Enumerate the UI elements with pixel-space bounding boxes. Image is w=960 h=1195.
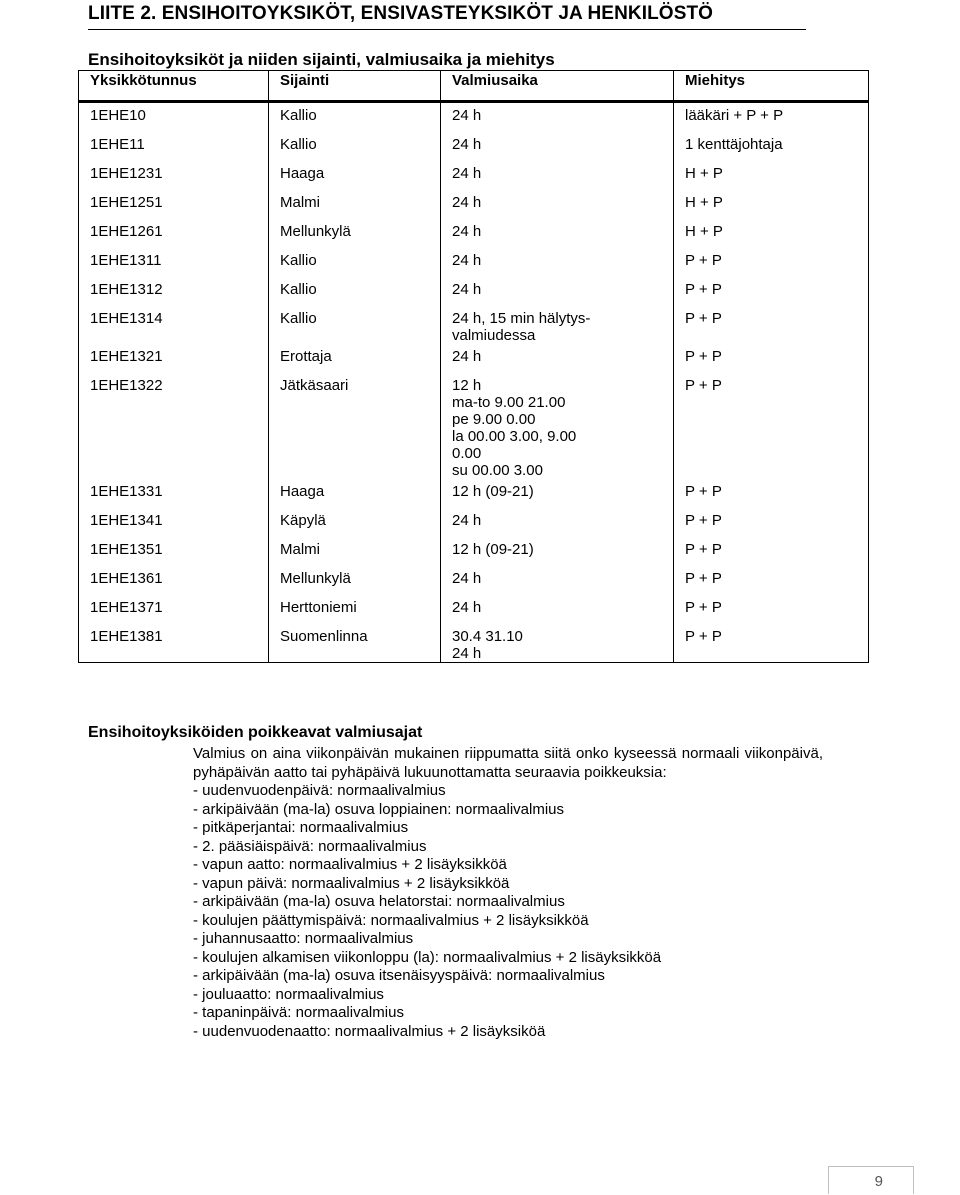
list-item: - 2. pääsiäispäivä: normaalivalmius — [193, 837, 427, 855]
list-item: - vapun päivä: normaalivalmius + 2 lisäyksikköä — [193, 874, 510, 892]
table-row — [79, 624, 869, 663]
readiness-line: 24 h — [452, 194, 482, 211]
readiness-line: 12 h (09-21) — [452, 483, 534, 500]
cell-staffing: P + P — [674, 595, 869, 624]
cell-staffing: H + P — [674, 161, 869, 190]
cell-unit: 1EHE1331 — [79, 479, 269, 508]
readiness-line: la 00.00 3.00, 9.00 — [452, 428, 577, 445]
cell-location: Mellunkylä — [269, 566, 441, 595]
readiness-line: 0.00 — [452, 445, 482, 462]
cell-readiness — [441, 537, 674, 566]
readiness-line: 24 h — [452, 107, 482, 124]
cell-location: Mellunkylä — [269, 219, 441, 248]
list-item: - koulujen alkamisen viikonloppu (la): normaalivalmius + 2 lisäyksikköä — [193, 948, 662, 966]
table-row — [79, 344, 869, 373]
list-item: - jouluaatto: normaalivalmius — [193, 985, 384, 1003]
cell-readiness — [441, 344, 674, 373]
column-header-unit: Yksikkötunnus — [79, 71, 269, 102]
table-row — [79, 306, 869, 344]
cell-location: Kallio — [269, 132, 441, 161]
cell-staffing: P + P — [674, 248, 869, 277]
cell-unit: 1EHE1312 — [79, 277, 269, 306]
cell-readiness — [441, 595, 674, 624]
table-row — [79, 277, 869, 306]
cell-location: Haaga — [269, 161, 441, 190]
cell-unit: 1EHE11 — [79, 132, 269, 161]
exceptions-title: Ensihoitoyksiköiden poikkeavat valmiusajat — [88, 724, 423, 741]
table-row — [79, 132, 869, 161]
column-header-readiness: Valmiusaika — [441, 71, 674, 102]
cell-unit: 1EHE1311 — [79, 248, 269, 277]
cell-readiness — [441, 102, 674, 133]
cell-readiness — [441, 508, 674, 537]
readiness-line: 24 h — [452, 281, 482, 298]
cell-unit: 1EHE1251 — [79, 190, 269, 219]
readiness-line: 24 h — [452, 348, 482, 365]
cell-location: Kallio — [269, 248, 441, 277]
cell-staffing: P + P — [674, 306, 869, 344]
table-row — [79, 595, 869, 624]
readiness-line: 30.4 31.10 — [452, 628, 523, 645]
list-item: - koulujen päättymispäivä: normaalivalmius + 2 lisäyksikköä — [193, 911, 589, 929]
cell-staffing: P + P — [674, 537, 869, 566]
list-item: - tapaninpäivä: normaalivalmius — [193, 1004, 404, 1021]
cell-staffing: H + P — [674, 190, 869, 219]
table-row — [79, 566, 869, 595]
readiness-line: 24 h — [452, 599, 482, 616]
cell-unit: 1EHE1314 — [79, 306, 269, 344]
list-item: - arkipäivään (ma-la) osuva helatorstai: normaalivalmius — [193, 893, 565, 910]
cell-readiness — [441, 190, 674, 219]
list-item: - arkipäivään (ma-la) osuva loppiainen: normaalivalmius — [193, 800, 565, 818]
cell-readiness — [441, 161, 674, 190]
readiness-line: ma-to 9.00 21.00 — [452, 394, 566, 411]
cell-staffing: P + P — [674, 566, 869, 595]
cell-readiness — [441, 566, 674, 595]
readiness-line: 24 h — [452, 252, 482, 269]
exceptions-list — [193, 782, 823, 1041]
cell-readiness — [441, 132, 674, 161]
cell-location: Jätkäsaari — [269, 373, 441, 479]
cell-readiness — [441, 248, 674, 277]
list-item: - uudenvuodenaatto: normaalivalmius + 2 lisäyksiköä — [193, 1022, 546, 1040]
table-row — [79, 537, 869, 566]
cell-readiness — [441, 624, 674, 663]
page-number: 9 — [874, 1173, 883, 1190]
units-table — [78, 70, 869, 663]
readiness-line: valmiudessa — [452, 327, 536, 344]
page-number-box — [828, 1166, 914, 1194]
table-row — [79, 161, 869, 190]
cell-unit: 1EHE1231 — [79, 161, 269, 190]
exceptions-block — [193, 745, 823, 1041]
table-row — [79, 479, 869, 508]
cell-unit: 1EHE1322 — [79, 373, 269, 479]
list-item: - juhannusaatto: normaalivalmius — [193, 930, 414, 947]
table-row — [79, 102, 869, 133]
cell-location: Malmi — [269, 537, 441, 566]
cell-staffing: lääkäri + P + P — [674, 102, 869, 133]
column-header-staffing: Miehitys — [674, 71, 869, 102]
table-row — [79, 248, 869, 277]
readiness-line: su 00.00 3.00 — [452, 462, 543, 479]
list-item: - pitkäperjantai: normaalivalmius — [193, 819, 409, 836]
cell-location: Haaga — [269, 479, 441, 508]
table-row — [79, 219, 869, 248]
cell-location: Herttoniemi — [269, 595, 441, 624]
cell-location: Kallio — [269, 102, 441, 133]
cell-unit: 1EHE1351 — [79, 537, 269, 566]
cell-readiness — [441, 277, 674, 306]
cell-unit: 1EHE1261 — [79, 219, 269, 248]
cell-staffing: H + P — [674, 219, 869, 248]
cell-unit: 1EHE1371 — [79, 595, 269, 624]
readiness-line: 24 h, 15 min hälytys- — [452, 310, 591, 327]
cell-staffing: P + P — [674, 624, 869, 663]
cell-staffing: P + P — [674, 479, 869, 508]
units-table-body — [79, 102, 869, 663]
table-header-row — [79, 71, 869, 102]
cell-staffing: P + P — [674, 344, 869, 373]
page-title: LIITE 2. ENSIHOITOYKSIKÖT, ENSIVASTEYKSIKÖT JA HENKILÖSTÖ — [88, 3, 714, 24]
cell-location: Malmi — [269, 190, 441, 219]
cell-readiness — [441, 219, 674, 248]
readiness-line: 24 h — [452, 223, 482, 240]
section-title: Ensihoitoyksiköt ja niiden sijainti, valmiusaika ja miehitys — [88, 50, 555, 69]
list-item: - arkipäivään (ma-la) osuva itsenäisyyspäivä: normaalivalmius — [193, 967, 605, 984]
cell-readiness — [441, 479, 674, 508]
cell-unit: 1EHE1361 — [79, 566, 269, 595]
readiness-line: 24 h — [452, 136, 482, 153]
readiness-line: pe 9.00 0.00 — [452, 411, 536, 428]
readiness-line: 12 h — [452, 377, 482, 394]
readiness-line: 24 h — [452, 570, 482, 587]
readiness-line: 12 h (09-21) — [452, 541, 534, 558]
readiness-line: 24 h — [452, 165, 482, 182]
cell-staffing: P + P — [674, 373, 869, 479]
cell-unit: 1EHE1381 — [79, 624, 269, 663]
cell-location: Kallio — [269, 277, 441, 306]
cell-unit: 1EHE10 — [79, 102, 269, 133]
cell-staffing: P + P — [674, 277, 869, 306]
cell-staffing: 1 kenttäjohtaja — [674, 132, 869, 161]
cell-unit: 1EHE1321 — [79, 344, 269, 373]
list-item: - vapun aatto: normaalivalmius + 2 lisäyksikköä — [193, 856, 507, 873]
cell-unit: 1EHE1341 — [79, 508, 269, 537]
readiness-line: 24 h — [452, 512, 482, 529]
cell-location: Erottaja — [269, 344, 441, 373]
cell-location: Suomenlinna — [269, 624, 441, 663]
table-row — [79, 373, 869, 479]
exceptions-intro: Valmius on aina viikonpäivän mukainen riippumatta siitä onko kyseessä normaali viikonpäivä, pyhäpäivän aatto tai pyhäpäivä lukuunottamatta seuraavia poikkeuksia: — [193, 745, 823, 781]
cell-location: Käpylä — [269, 508, 441, 537]
list-item: - uudenvuodenpäivä: normaalivalmius — [193, 782, 446, 799]
table-row — [79, 190, 869, 219]
cell-readiness — [441, 373, 674, 479]
cell-readiness — [441, 306, 674, 344]
column-header-location: Sijainti — [269, 71, 441, 102]
table-row — [79, 508, 869, 537]
cell-staffing: P + P — [674, 508, 869, 537]
cell-location: Kallio — [269, 306, 441, 344]
title-underline — [88, 29, 806, 30]
readiness-line: 24 h — [452, 645, 482, 662]
